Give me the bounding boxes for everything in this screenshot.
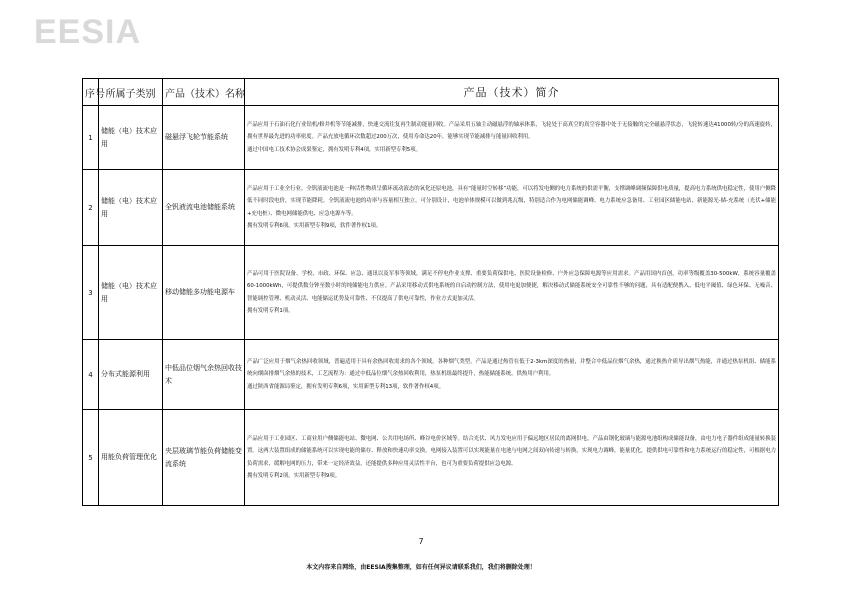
table-row — [83, 410, 779, 506]
column-header-introduction: 产品（技术）简介 — [245, 79, 779, 106]
description-text: 产品应用于工业园区、工商业用户侧储能电站、微电网、公共用电场所、峰谷电价区域等。结合光伏、风力发电应用于偏远地区居民的离网供电，产品由钢化玻璃与能源电池组构成储能设备，由电力电子器件组成能量转换装置。这两大装置组成的储能系统可以实现电能的储存、释放和快速功率交换，电网接入装置可以实现能量在电池与电网之间双向传递与转换，实现电力调峰，能量优化，提供供电可靠性和电力系统运行的稳定性，可根据电力负荷需求，缓解电网的压力，带来一定经济效益，还能提供多种应用灵活性平台，也可为重要负荷提供应急电源。 — [247, 436, 776, 467]
table-row — [83, 170, 779, 246]
row-number: 2 — [83, 170, 99, 246]
row-category: 储能（电）技术应用 — [99, 246, 163, 340]
table-row — [83, 246, 779, 340]
table-row — [83, 340, 779, 410]
row-product: 移动储能多功能电源车 — [163, 246, 245, 340]
page-number: 7 — [418, 537, 424, 546]
table-row — [83, 106, 779, 170]
row-category: 分布式能源利用 — [99, 340, 163, 410]
row-category: 储能（电）技术应用 — [99, 106, 163, 170]
row-category: 用能负荷管理优化 — [99, 410, 163, 506]
description-patents: 通过陕西省能源局鉴定，拥有发明专利6项，实用新型专利13项，软件著作权4项。 — [247, 383, 445, 390]
row-number: 4 — [83, 340, 99, 410]
column-header-number: 序号 — [83, 79, 99, 106]
column-header-product: 产品（技术）名称 — [163, 79, 245, 106]
description-patents: 拥有发明专利2项，实用新型专利9项。 — [247, 472, 341, 479]
footer-disclaimer: 本文内容来自网络，由EESIA搜集整理，如有任何异议请联系我们，我们将删除处理！ — [306, 564, 536, 571]
description-text: 产品可用于医院设备、学校、市政、环保、应急、通讯以及军事等领域，满足不停电作业支撑、重要负荷保供电、医院设备检修、户外应急保障电源等应用需求。产品用国内首创，功率等级覆盖30-500kW，系统容量覆盖60-1000kWh，可提供数分钟至数小时的纯储能电力供应。产品采用移动式供电系统的自启动控制方法，使用电更加便捷，解决移动式储能系统安全可靠性不够的问题，具有适配便携入、低电平阈值、绿色环保、无噪音、智能调控管理、机动灵活、电能储运优势及可靠性、不仅提高了供电可靠性，作业方式更加灵活。 — [247, 271, 776, 302]
row-description — [245, 170, 779, 246]
eesia-logo: EESIA — [34, 13, 142, 51]
row-number: 5 — [83, 410, 99, 506]
row-product: 全钒液流电池储能系统 — [163, 170, 245, 246]
row-description — [245, 106, 779, 170]
row-description — [245, 246, 779, 340]
row-description — [245, 340, 779, 410]
row-number: 1 — [83, 106, 99, 170]
description-patents: 通过中国电工技术协会成果鉴定，拥有发明专利4项，实用新型专利5项。 — [247, 146, 421, 153]
description-text: 产品应用于石油石化行业钻机/修井机等节能减排，快速交流往复再生制动能量回收。产品采用五轴主动磁悬浮的轴承体系，飞轮处于高真空的真空容器中处于无接触的完全磁悬浮状态，飞轮转速达41000转/分的高速旋转，拥有世界最先进的功率密度。产品充放电循环次数超过200万次，使用寿命达20年，能够实现节能减排与能量回收利用。 — [247, 122, 776, 141]
row-description — [245, 410, 779, 506]
row-category: 储能（电）技术应用 — [99, 170, 163, 246]
table-header-row — [83, 79, 779, 106]
description-text: 产品广泛应用于烟气余热回收领域，普遍适用于具有余热回收需求的各个领域，各种烟气类型。产品是通过热管在低于2-3km深度的热量，并整合中低品位烟气余热，通过换热介质导出烟气热能，并通过热泵机组、储能系统向烟囱排烟气余热的技术，工艺流程为：通过中低品位烟气余热回收利用，热泵机组最终提升，热能储能系统，供热用户利用。 — [247, 359, 776, 378]
description-patents: 拥有发明专利1项。 — [247, 307, 294, 314]
row-product: 磁悬浮飞轮节能系统 — [163, 106, 245, 170]
column-header-category: 所属子类别 — [99, 79, 163, 106]
product-table — [82, 78, 779, 506]
row-number: 3 — [83, 246, 99, 340]
description-patents: 拥有发明专利6项，实用新型专利9项，软件著作权1项。 — [247, 222, 382, 229]
description-text: 产品应用于工业全行业。全钒液流电池是一种活性物质呈循环流动液态的氧化还原电池，具有“能量时空转移”功能，可以将发电侧的电力系统的供需平衡，支撑调峰调频保障供电质量，提高电力系统供电稳定性，使用户侧降低不同时段电价，实现节能降耗。全钒液流电池的功率与容量相互独立，可分别设计，电池单体规模可以做到兆瓦级，特别适合作为电网储能调峰、电力系统应急备用、工业园区储能电站、新能源光-储-充系统（光伏+储能+充电桩）、微电网储能供电、应急电源车等。 — [247, 186, 776, 217]
row-product: 夹层玻璃节能负荷储能变流系统 — [163, 410, 245, 506]
row-product: 中低品位烟气余热回收技术 — [163, 340, 245, 410]
